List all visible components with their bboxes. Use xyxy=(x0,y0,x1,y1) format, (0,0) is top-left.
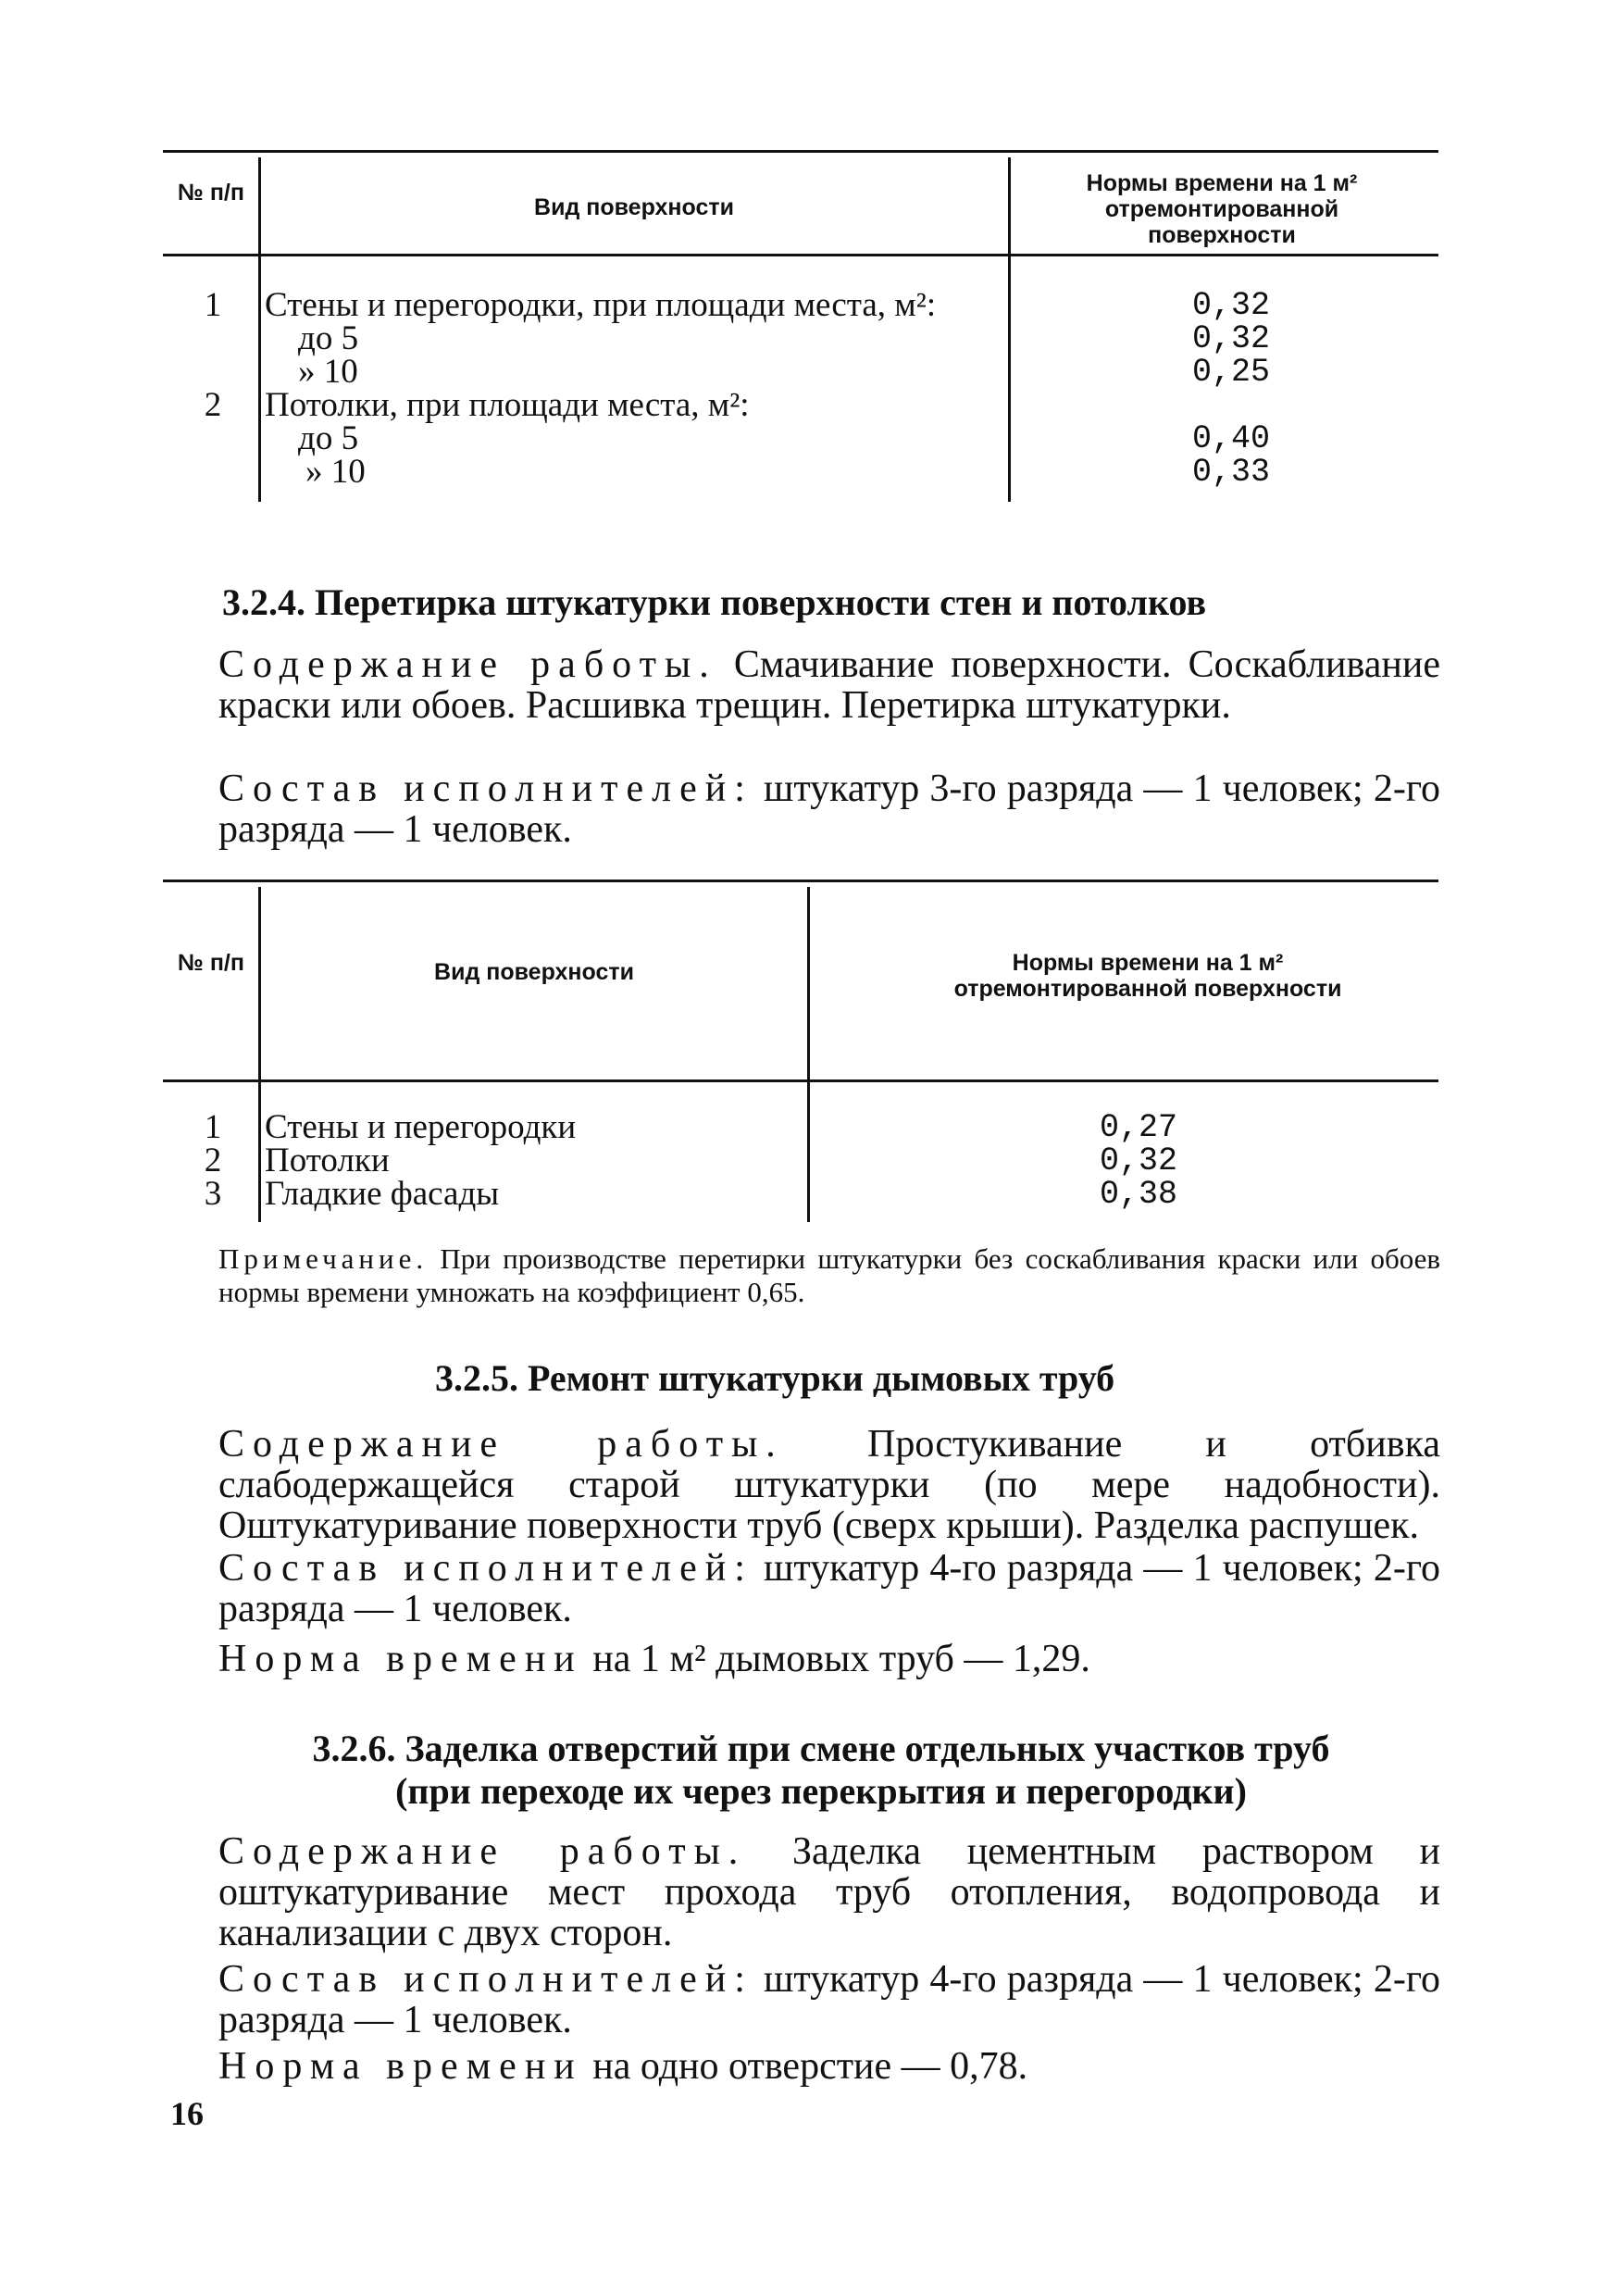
paragraph-label: Норма времени xyxy=(218,1638,583,1680)
paragraph-label: Состав исполнителей: xyxy=(218,1547,753,1590)
paragraph-label: Состав исполнителей: xyxy=(218,767,753,810)
column-divider xyxy=(258,157,261,502)
row-surface: » 10 xyxy=(305,453,366,491)
paragraph-label: Состав исполнителей: xyxy=(218,1958,753,2001)
header-num: № п/п xyxy=(178,950,244,976)
row-surface: Гладкие фасады xyxy=(265,1175,500,1213)
row-surface: до 5 xyxy=(298,419,359,457)
header-norm: Нормы времени на 1 м² отремонтированной поверхности xyxy=(1086,170,1358,248)
paragraph-label: Норма времени xyxy=(218,2045,583,2088)
section-title: 3.2.5. Ремонт штукатурки дымовых труб xyxy=(435,1357,1115,1399)
paragraph-text: штукатур 3-го разряда — 1 человек; 2-го разряда — 1 человек. xyxy=(218,767,1440,851)
row-value: 0,27 xyxy=(1099,1109,1177,1146)
table-header-rule xyxy=(163,1079,1438,1082)
note-text: При производстве перетирки штукатурки без соскабливания краски или обоев нормы времени умножать на коэффициент 0,65. xyxy=(218,1242,1441,1308)
row-value: 0,32 xyxy=(1191,320,1270,357)
paragraph-norm xyxy=(218,2046,1440,2087)
row-surface: » 10 xyxy=(298,353,358,391)
paragraph-text: Заделка цементным раствором и оштукатуривание мест прохода труб отопления, водопровода и канализации с двух сторон. xyxy=(218,1830,1440,1954)
row-value: 0,25 xyxy=(1191,354,1270,391)
paragraph-staff xyxy=(218,1548,1440,1629)
section-title: 3.2.4. Перетирка штукатурки поверхности стен и потолков xyxy=(222,581,1207,623)
column-divider xyxy=(807,887,810,1222)
row-value: 0,33 xyxy=(1191,454,1270,491)
paragraph-text: на 1 м² дымовых труб — 1,29. xyxy=(592,1638,1090,1680)
page-number: 16 xyxy=(170,2095,204,2132)
paragraph-content xyxy=(218,1831,1440,1953)
paragraph-staff xyxy=(218,768,1440,850)
row-number: 2 xyxy=(204,1142,222,1179)
header-surface: Вид поверхности xyxy=(534,194,734,220)
row-surface: Стены и перегородки, при площади места, м²: xyxy=(265,286,937,324)
row-value: 0,32 xyxy=(1191,287,1270,324)
row-surface: до 5 xyxy=(298,319,359,357)
row-number: 2 xyxy=(204,386,222,424)
table-header-rule xyxy=(163,254,1438,256)
section-title: 3.2.6. Заделка отверстий при смене отдельных участков труб xyxy=(312,1728,1330,1769)
paragraph-label: Содержание работы. xyxy=(218,1423,784,1466)
row-number: 1 xyxy=(204,286,222,324)
table-top-rule xyxy=(163,150,1438,153)
header-norm: Нормы времени на 1 м² отремонтированной поверхности xyxy=(953,950,1342,1002)
row-number: 1 xyxy=(204,1108,222,1146)
paragraph-staff xyxy=(218,1959,1440,2040)
paragraph-label: Содержание работы. xyxy=(218,1830,747,1873)
column-divider xyxy=(1008,157,1011,502)
row-surface: Стены и перегородки xyxy=(265,1108,577,1146)
note-label: Примечание. xyxy=(218,1242,429,1275)
paragraph-content xyxy=(218,644,1440,726)
paragraph-text: Смачивание поверхности. Соскабливание краски или обоев. Расшивка трещин. Перетирка штукатурки. xyxy=(218,643,1440,727)
table-note xyxy=(218,1242,1440,1309)
header-num: № п/п xyxy=(178,180,244,206)
row-value: 0,40 xyxy=(1191,420,1270,457)
row-number: 3 xyxy=(204,1175,222,1213)
paragraph-text: штукатур 4-го разряда — 1 человек; 2-го разряда — 1 человек. xyxy=(218,1547,1440,1630)
table-top-rule xyxy=(163,880,1438,882)
paragraph-content xyxy=(218,1424,1440,1546)
column-divider xyxy=(258,887,261,1222)
paragraph-norm xyxy=(218,1639,1440,1679)
row-surface: Потолки xyxy=(265,1142,390,1179)
paragraph-text: на одно отверстие — 0,78. xyxy=(592,2045,1028,2088)
row-value: 0,38 xyxy=(1099,1176,1177,1213)
header-surface: Вид поверхности xyxy=(434,959,634,985)
paragraph-text: штукатур 4-го разряда — 1 человек; 2-го разряда — 1 человек. xyxy=(218,1958,1440,2041)
paragraph-text: Простукивание и отбивка слабодержащейся старой штукатурки (по мере надобности). Оштукатуривание поверхности труб (сверх крыши). Разделка распушек. xyxy=(218,1423,1440,1547)
paragraph-label: Содержание работы. xyxy=(218,643,717,686)
row-surface: Потолки, при площади места, м²: xyxy=(265,386,750,424)
section-subtitle: (при переходе их через перекрытия и перегородки) xyxy=(395,1770,1247,1812)
row-value: 0,32 xyxy=(1099,1142,1177,1179)
